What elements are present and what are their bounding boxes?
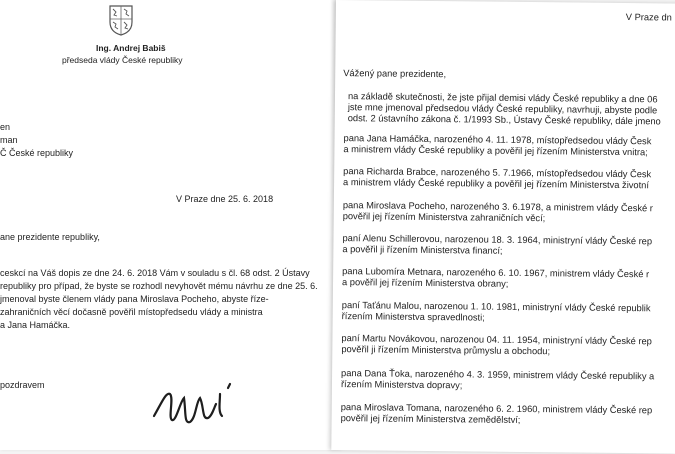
nominee-line: pana Lubomíra Metnara, narozeného 6. 10. 1967, ministrem vlády České r [342, 266, 650, 280]
left-letter-page [0, 0, 340, 450]
date-line: V Praze dn [625, 12, 672, 23]
right-letter-page [331, 0, 675, 454]
body-line: a Jana Hamáčka. [0, 320, 71, 330]
salutation: ane prezidente republiky, [0, 232, 100, 242]
address-line-3: Č České republiky [0, 148, 74, 158]
nominee-line: pana Miroslava Pocheho, narozeného 3. 6.1978, a ministrem vlády České r [342, 200, 653, 214]
nominee-line: řízením Ministerstva spravedlnosti; [341, 311, 485, 323]
nominee-line: řízením Ministerstva dopravy; [340, 379, 463, 391]
closing: pozdravem [0, 380, 45, 390]
nominee-line: a pověřil jej řízením Ministerstva obrany; [341, 277, 509, 289]
nominee-line: paní Martu Novákovou, narozenou 04. 11. 1954, ministryní vlády České rep [341, 333, 652, 347]
sender-name: Ing. Andrej Babiš [96, 43, 166, 53]
nominee-line: a pověřil ji řízením Ministerstva financí; [342, 244, 503, 256]
nominee-line: pověřil ji řízením Ministerstva průmyslu a obchodu; [341, 344, 551, 357]
intro-line: odst. 2 ústavního zákona č. 1/1993 Sb., Ústavy České republiky, dále jmeno [347, 113, 661, 127]
nominee-line: pana Richarda Brabce, narozeného 5. 7.1966, místopředsedou vlády Česk [343, 166, 652, 180]
nominee-line: pana Miroslava Tomana, narozeného 6. 2. 1960, ministrem vlády České rep [340, 402, 653, 416]
nominee-line: pana Dana Ťoka, narozeného 4. 3. 1959, ministrem vlády České republiky a [341, 368, 655, 382]
czech-coat-of-arms-icon [108, 4, 134, 36]
body-line: republiky pro případ, že byste se rozhodl nevyhovět mému návrhu ze dne 25. 6. [0, 281, 318, 291]
intro-line: na základě skutečnosti, že jste přijal demisi vlády České republiky a dne 06 [347, 91, 658, 105]
body-line: ceskcí na Váš dopis ze dne 24. 6. 2018 Vám v souladu s čl. 68 odst. 2 Ústavy [0, 268, 310, 278]
date-line: V Praze dne 25. 6. 2018 [176, 194, 274, 204]
nominee-line: pana Jana Hamáčka, narozeného 4. 11. 1978, místopředsedou vlády Česk [343, 133, 652, 147]
sender-title: předseda vlády České republiky [62, 55, 183, 65]
handwritten-signature-icon [150, 372, 260, 432]
nominee-line: pověřil jej řízením Ministerstva zemědělství; [340, 413, 521, 425]
nominee-line: a ministrem vlády České republiky a pověřil jej řízením Ministerstva vnitra; [343, 144, 648, 158]
body-line: jmenoval byste členem vlády pana Miroslava Pocheho, abyste říze- [0, 294, 269, 304]
nominee-line: a ministrem vlády České republiky a pověřil jej řízením Ministerstva životní [343, 177, 650, 191]
address-line-2: man [0, 135, 18, 145]
nominee-line: paní Taťánu Malou, narozenou 1. 10. 1981, ministryní vlády České republik [341, 300, 651, 314]
nominee-line: pověřil jej řízením Ministerstva zahraničních věcí; [342, 211, 546, 224]
body-line: zahraničních věcí dočasně pověřil místopředsedu vlády a ministra [0, 307, 263, 317]
intro-line: jste mne jmenoval předsedou vlády České republiky, navrhuji, abyste podle [347, 102, 658, 116]
address-line-1: en [0, 122, 11, 132]
salutation: Vážený pane prezidente, [343, 68, 447, 80]
nominee-line: paní Alenu Schillerovou, narozenou 18. 3. 1964, ministryní vlády České rep [342, 233, 653, 247]
